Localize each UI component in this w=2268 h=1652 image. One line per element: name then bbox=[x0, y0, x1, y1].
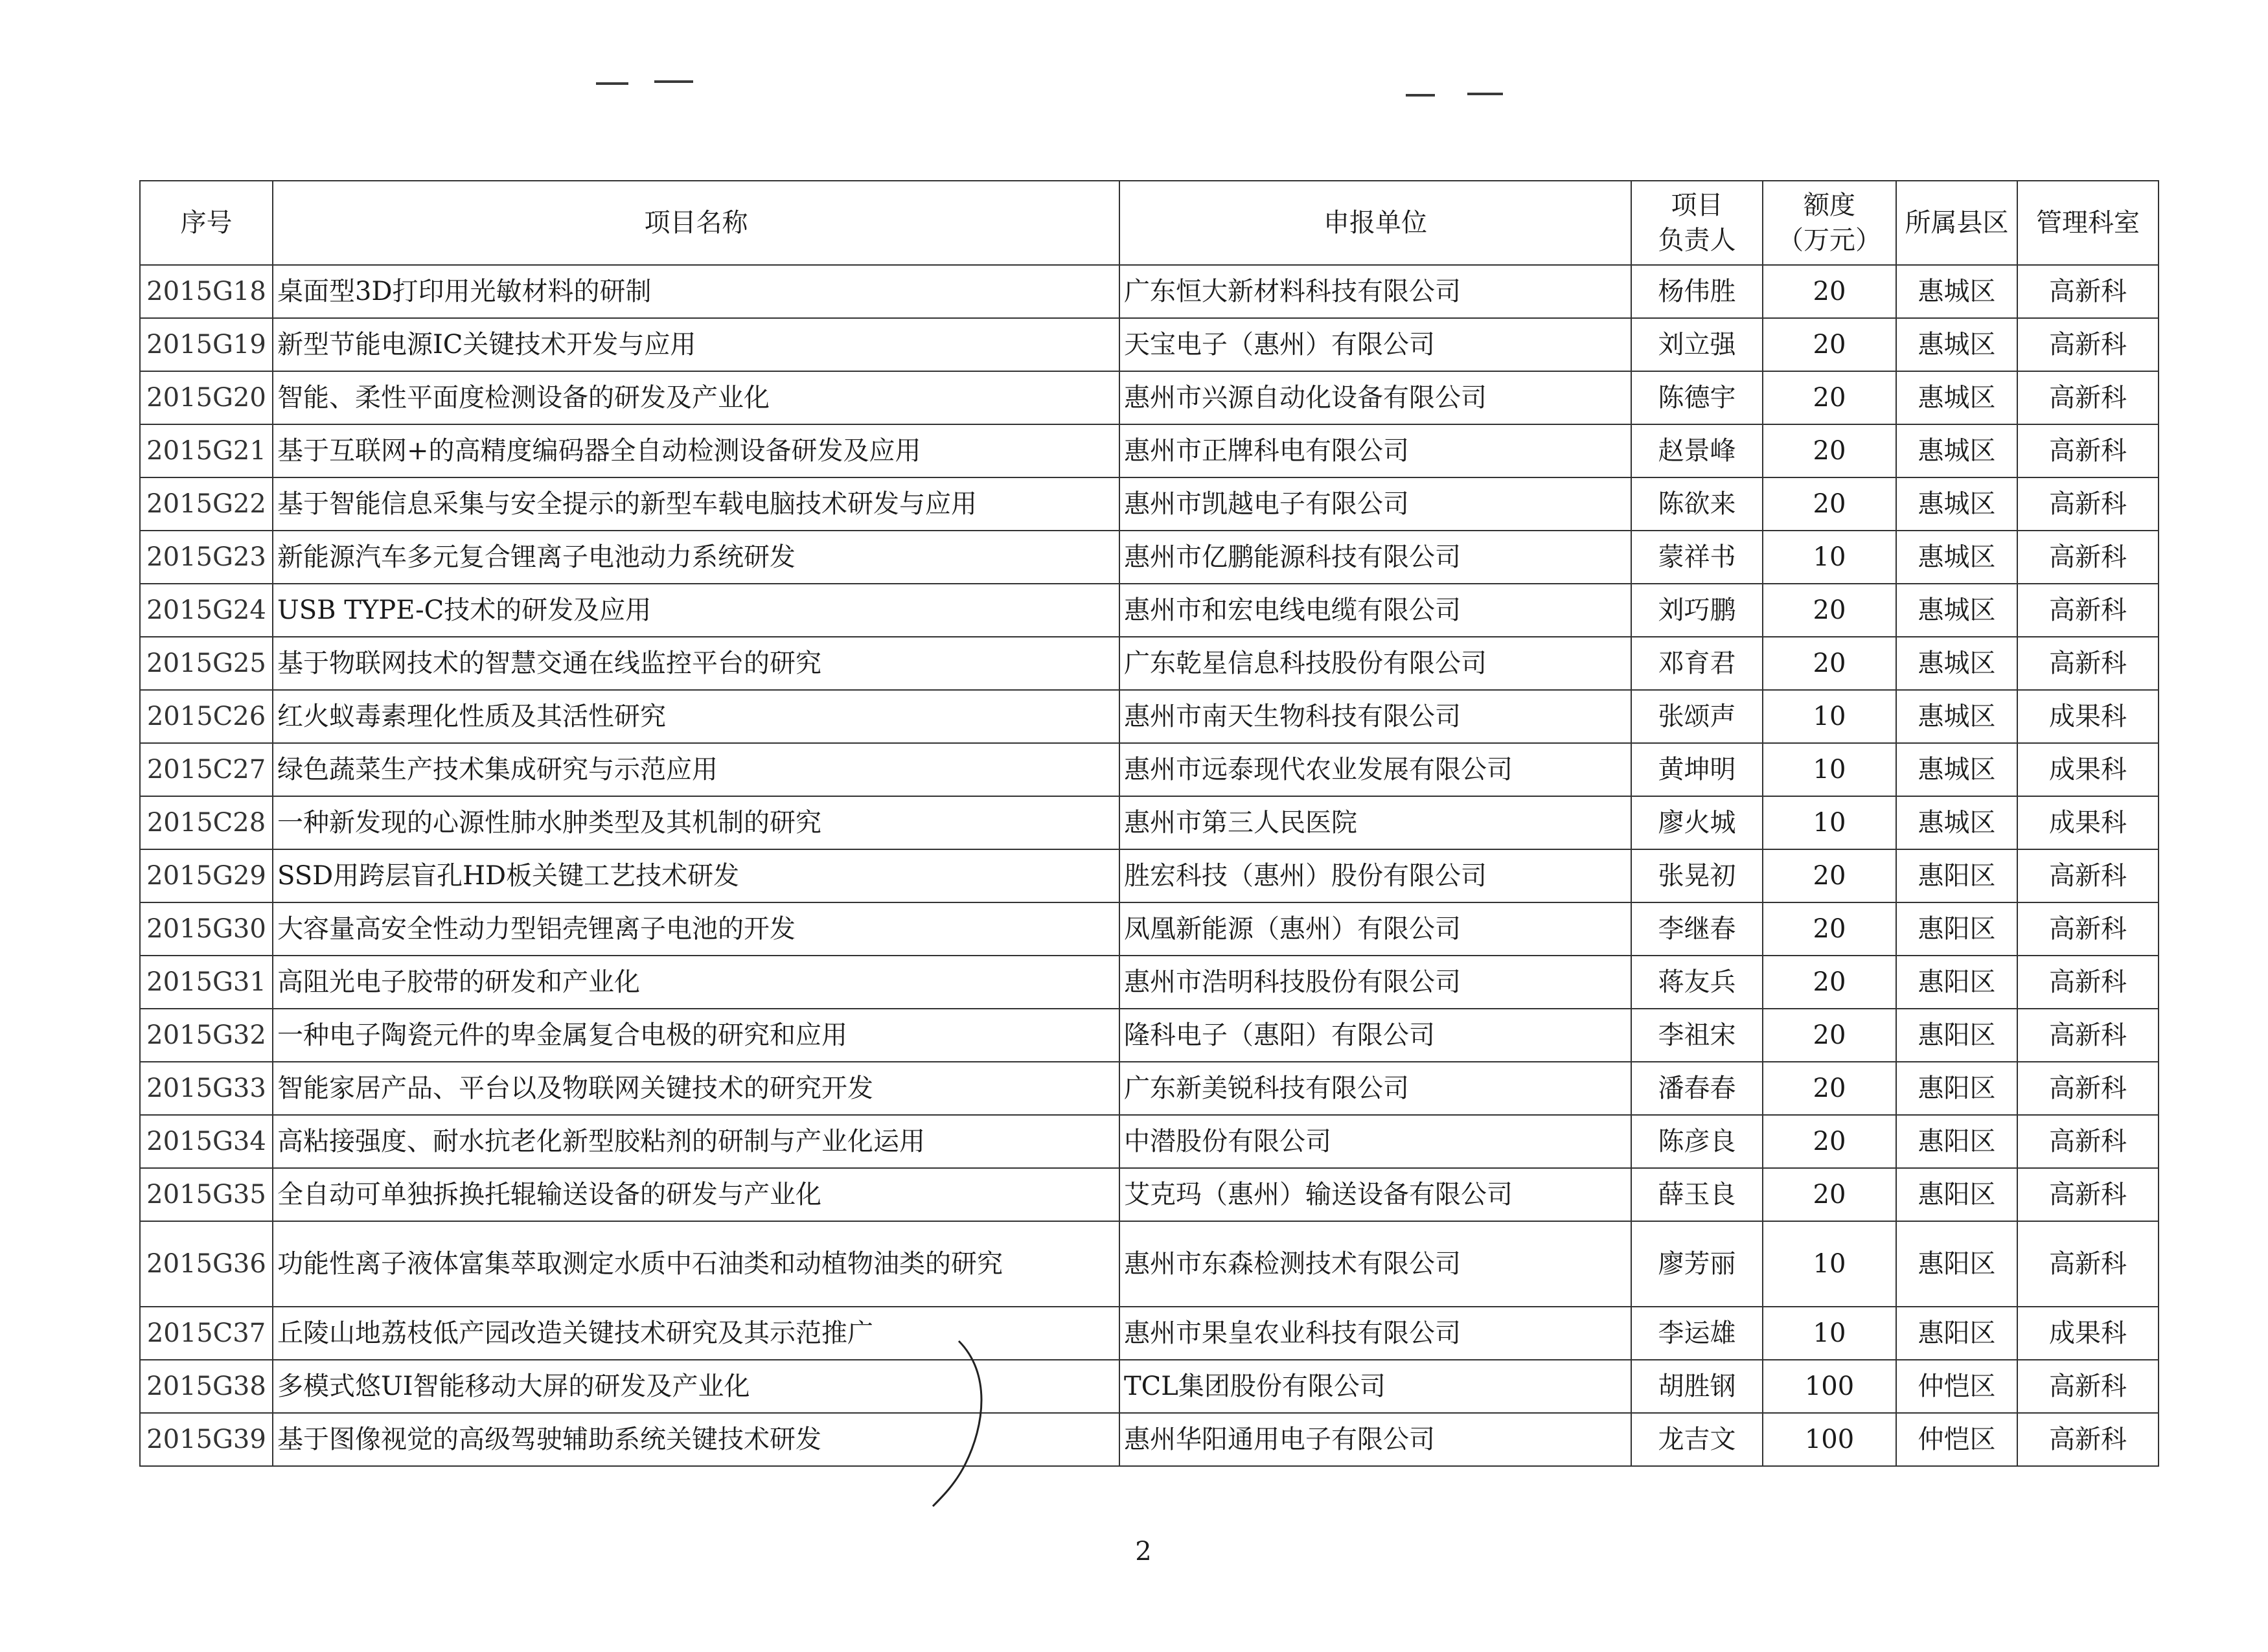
cell-district: 惠城区 bbox=[1896, 265, 2017, 318]
cell-seq: 2015C27 bbox=[140, 743, 273, 796]
cell-amount: 20 bbox=[1763, 371, 1896, 424]
cell-leader: 刘立强 bbox=[1631, 318, 1763, 371]
cell-applicant-unit: 惠州市凯越电子有限公司 bbox=[1119, 477, 1631, 531]
cell-leader: 黄坤明 bbox=[1631, 743, 1763, 796]
header-leader bbox=[1631, 181, 1763, 265]
cell-project-name: 智能、柔性平面度检测设备的研发及产业化 bbox=[273, 371, 1119, 424]
cell-seq: 2015G35 bbox=[140, 1168, 273, 1221]
cell-project-name: 多模式悠UI智能移动大屏的研发及产业化 bbox=[273, 1360, 1119, 1413]
cell-amount: 20 bbox=[1763, 318, 1896, 371]
cell-leader: 蒋友兵 bbox=[1631, 956, 1763, 1009]
cell-amount: 20 bbox=[1763, 424, 1896, 477]
cell-leader: 张晃初 bbox=[1631, 849, 1763, 902]
cell-leader: 潘春春 bbox=[1631, 1062, 1763, 1115]
cell-leader: 张颂声 bbox=[1631, 690, 1763, 743]
cell-project-name: 基于图像视觉的高级驾驶辅助系统关键技术研发 bbox=[273, 1413, 1119, 1466]
cell-project-name: 丘陵山地荔枝低产园改造关键技术研究及其示范推广 bbox=[273, 1307, 1119, 1360]
cell-applicant-unit: 隆科电子（惠阳）有限公司 bbox=[1119, 1009, 1631, 1062]
cell-amount: 20 bbox=[1763, 956, 1896, 1009]
cell-applicant-unit: 凤凰新能源（惠州）有限公司 bbox=[1119, 902, 1631, 956]
cell-seq: 2015G23 bbox=[140, 531, 273, 584]
cell-office: 成果科 bbox=[2017, 796, 2159, 849]
cell-district: 惠城区 bbox=[1896, 477, 2017, 531]
cell-project-name: 高粘接强度、耐水抗老化新型胶粘剂的研制与产业化运用 bbox=[273, 1115, 1119, 1168]
cell-seq: 2015G24 bbox=[140, 584, 273, 637]
cell-applicant-unit: 惠州市东森检测技术有限公司 bbox=[1119, 1221, 1631, 1307]
cell-project-name: 新能源汽车多元复合锂离子电池动力系统研发 bbox=[273, 531, 1119, 584]
cell-leader: 赵景峰 bbox=[1631, 424, 1763, 477]
cell-project-name: 桌面型3D打印用光敏材料的研制 bbox=[273, 265, 1119, 318]
cell-applicant-unit: 惠州市南天生物科技有限公司 bbox=[1119, 690, 1631, 743]
table-row bbox=[140, 371, 2159, 424]
header-leader-line1: 项目 bbox=[1671, 190, 1723, 220]
cell-leader: 陈德宇 bbox=[1631, 371, 1763, 424]
cell-project-name: 智能家居产品、平台以及物联网关键技术的研究开发 bbox=[273, 1062, 1119, 1115]
cell-seq: 2015C26 bbox=[140, 690, 273, 743]
cell-district: 仲恺区 bbox=[1896, 1360, 2017, 1413]
cell-district: 惠阳区 bbox=[1896, 1009, 2017, 1062]
cell-applicant-unit: 胜宏科技（惠州）股份有限公司 bbox=[1119, 849, 1631, 902]
table-row bbox=[140, 531, 2159, 584]
scan-mark bbox=[654, 80, 693, 83]
cell-office: 成果科 bbox=[2017, 690, 2159, 743]
cell-seq: 2015G39 bbox=[140, 1413, 273, 1466]
cell-seq: 2015G18 bbox=[140, 265, 273, 318]
cell-district: 惠城区 bbox=[1896, 796, 2017, 849]
cell-leader: 胡胜钢 bbox=[1631, 1360, 1763, 1413]
table-row bbox=[140, 690, 2159, 743]
cell-office: 高新科 bbox=[2017, 1221, 2159, 1307]
table-row bbox=[140, 849, 2159, 902]
cell-seq: 2015G33 bbox=[140, 1062, 273, 1115]
cell-amount: 20 bbox=[1763, 849, 1896, 902]
cell-project-name: 新型节能电源IC关键技术开发与应用 bbox=[273, 318, 1119, 371]
cell-amount: 20 bbox=[1763, 265, 1896, 318]
cell-district: 惠城区 bbox=[1896, 743, 2017, 796]
cell-project-name: 绿色蔬菜生产技术集成研究与示范应用 bbox=[273, 743, 1119, 796]
cell-seq: 2015G21 bbox=[140, 424, 273, 477]
cell-seq: 2015G32 bbox=[140, 1009, 273, 1062]
table-row bbox=[140, 1360, 2159, 1413]
cell-seq: 2015G38 bbox=[140, 1360, 273, 1413]
cell-applicant-unit: 惠州市正牌科电有限公司 bbox=[1119, 424, 1631, 477]
cell-leader: 廖火城 bbox=[1631, 796, 1763, 849]
cell-applicant-unit: TCL集团股份有限公司 bbox=[1119, 1360, 1631, 1413]
cell-amount: 20 bbox=[1763, 1062, 1896, 1115]
cell-amount: 100 bbox=[1763, 1413, 1896, 1466]
page-number: 2 bbox=[1135, 1537, 1152, 1566]
cell-office: 高新科 bbox=[2017, 902, 2159, 956]
cell-seq: 2015G22 bbox=[140, 477, 273, 531]
cell-project-name: USB TYPE-C技术的研发及应用 bbox=[273, 584, 1119, 637]
cell-office: 高新科 bbox=[2017, 849, 2159, 902]
table-row bbox=[140, 796, 2159, 849]
cell-seq: 2015C37 bbox=[140, 1307, 273, 1360]
cell-district: 仲恺区 bbox=[1896, 1413, 2017, 1466]
cell-applicant-unit: 天宝电子（惠州）有限公司 bbox=[1119, 318, 1631, 371]
table-row bbox=[140, 1168, 2159, 1221]
cell-leader: 陈彦良 bbox=[1631, 1115, 1763, 1168]
cell-project-name: 大容量高安全性动力型铝壳锂离子电池的开发 bbox=[273, 902, 1119, 956]
cell-office: 高新科 bbox=[2017, 1062, 2159, 1115]
cell-office: 高新科 bbox=[2017, 371, 2159, 424]
cell-leader: 蒙祥书 bbox=[1631, 531, 1763, 584]
cell-applicant-unit: 艾克玛（惠州）输送设备有限公司 bbox=[1119, 1168, 1631, 1221]
table-row bbox=[140, 637, 2159, 690]
cell-district: 惠阳区 bbox=[1896, 1168, 2017, 1221]
cell-office: 高新科 bbox=[2017, 531, 2159, 584]
cell-project-name: 高阻光电子胶带的研发和产业化 bbox=[273, 956, 1119, 1009]
cell-seq: 2015G31 bbox=[140, 956, 273, 1009]
cell-project-name: 基于物联网技术的智慧交通在线监控平台的研究 bbox=[273, 637, 1119, 690]
cell-office: 高新科 bbox=[2017, 1115, 2159, 1168]
cell-project-name: 功能性离子液体富集萃取测定水质中石油类和动植物油类的研究 bbox=[273, 1221, 1119, 1307]
cell-leader: 杨伟胜 bbox=[1631, 265, 1763, 318]
cell-seq: 2015G25 bbox=[140, 637, 273, 690]
table-row bbox=[140, 477, 2159, 531]
pen-stroke-mark bbox=[894, 1335, 991, 1516]
cell-applicant-unit: 广东乾星信息科技股份有限公司 bbox=[1119, 637, 1631, 690]
cell-district: 惠城区 bbox=[1896, 318, 2017, 371]
table-row bbox=[140, 1413, 2159, 1466]
cell-leader: 邓育君 bbox=[1631, 637, 1763, 690]
cell-leader: 陈欲来 bbox=[1631, 477, 1763, 531]
cell-seq: 2015G19 bbox=[140, 318, 273, 371]
cell-amount: 10 bbox=[1763, 1307, 1896, 1360]
cell-applicant-unit: 广东新美锐科技有限公司 bbox=[1119, 1062, 1631, 1115]
cell-district: 惠阳区 bbox=[1896, 902, 2017, 956]
cell-amount: 10 bbox=[1763, 531, 1896, 584]
cell-office: 成果科 bbox=[2017, 743, 2159, 796]
cell-office: 高新科 bbox=[2017, 1168, 2159, 1221]
scan-mark bbox=[596, 82, 628, 85]
cell-district: 惠阳区 bbox=[1896, 1221, 2017, 1307]
cell-office: 高新科 bbox=[2017, 1360, 2159, 1413]
header-office: 管理科室 bbox=[2017, 181, 2159, 265]
cell-project-name: 一种新发现的心源性肺水肿类型及其机制的研究 bbox=[273, 796, 1119, 849]
cell-amount: 20 bbox=[1763, 637, 1896, 690]
cell-office: 高新科 bbox=[2017, 318, 2159, 371]
cell-district: 惠阳区 bbox=[1896, 956, 2017, 1009]
cell-amount: 20 bbox=[1763, 1115, 1896, 1168]
cell-office: 高新科 bbox=[2017, 1413, 2159, 1466]
cell-leader: 李继春 bbox=[1631, 902, 1763, 956]
cell-applicant-unit: 惠州市兴源自动化设备有限公司 bbox=[1119, 371, 1631, 424]
table-row bbox=[140, 424, 2159, 477]
cell-applicant-unit: 惠州市第三人民医院 bbox=[1119, 796, 1631, 849]
header-amount-line2: （万元） bbox=[1778, 225, 1881, 255]
cell-applicant-unit: 惠州市果皇农业科技有限公司 bbox=[1119, 1307, 1631, 1360]
scan-mark bbox=[1406, 94, 1435, 97]
cell-district: 惠城区 bbox=[1896, 424, 2017, 477]
scan-mark bbox=[1467, 93, 1503, 95]
cell-seq: 2015G34 bbox=[140, 1115, 273, 1168]
header-amount bbox=[1763, 181, 1896, 265]
table-row bbox=[140, 1115, 2159, 1168]
cell-district: 惠阳区 bbox=[1896, 1115, 2017, 1168]
cell-amount: 10 bbox=[1763, 1221, 1896, 1307]
cell-applicant-unit: 中潜股份有限公司 bbox=[1119, 1115, 1631, 1168]
table-row bbox=[140, 1221, 2159, 1307]
cell-amount: 10 bbox=[1763, 796, 1896, 849]
cell-seq: 2015G20 bbox=[140, 371, 273, 424]
table-row bbox=[140, 902, 2159, 956]
cell-amount: 100 bbox=[1763, 1360, 1896, 1413]
table-row bbox=[140, 265, 2159, 318]
cell-seq: 2015G36 bbox=[140, 1221, 273, 1307]
cell-office: 高新科 bbox=[2017, 637, 2159, 690]
cell-district: 惠城区 bbox=[1896, 690, 2017, 743]
cell-amount: 20 bbox=[1763, 1168, 1896, 1221]
cell-project-name: 全自动可单独拆换托辊输送设备的研发与产业化 bbox=[273, 1168, 1119, 1221]
cell-seq: 2015G29 bbox=[140, 849, 273, 902]
cell-applicant-unit: 惠州市和宏电线电缆有限公司 bbox=[1119, 584, 1631, 637]
cell-leader: 薛玉良 bbox=[1631, 1168, 1763, 1221]
table-row bbox=[140, 1307, 2159, 1360]
cell-office: 高新科 bbox=[2017, 956, 2159, 1009]
cell-applicant-unit: 惠州市亿鹏能源科技有限公司 bbox=[1119, 531, 1631, 584]
cell-amount: 10 bbox=[1763, 743, 1896, 796]
cell-office: 成果科 bbox=[2017, 1307, 2159, 1360]
header-applicant-unit: 申报单位 bbox=[1119, 181, 1631, 265]
table-row bbox=[140, 956, 2159, 1009]
cell-amount: 20 bbox=[1763, 1009, 1896, 1062]
cell-amount: 20 bbox=[1763, 902, 1896, 956]
cell-district: 惠阳区 bbox=[1896, 1307, 2017, 1360]
cell-amount: 10 bbox=[1763, 690, 1896, 743]
cell-leader: 刘巧鹏 bbox=[1631, 584, 1763, 637]
table-row bbox=[140, 1062, 2159, 1115]
header-amount-line1: 额度 bbox=[1804, 190, 1855, 220]
cell-project-name: 一种电子陶瓷元件的卑金属复合电极的研究和应用 bbox=[273, 1009, 1119, 1062]
cell-leader: 龙吉文 bbox=[1631, 1413, 1763, 1466]
cell-project-name: SSD用跨层盲孔HD板关键工艺技术研发 bbox=[273, 849, 1119, 902]
cell-office: 高新科 bbox=[2017, 424, 2159, 477]
cell-seq: 2015C28 bbox=[140, 796, 273, 849]
cell-district: 惠城区 bbox=[1896, 531, 2017, 584]
table-row bbox=[140, 1009, 2159, 1062]
cell-district: 惠城区 bbox=[1896, 371, 2017, 424]
header-project-name: 项目名称 bbox=[273, 181, 1119, 265]
cell-office: 高新科 bbox=[2017, 477, 2159, 531]
cell-amount: 20 bbox=[1763, 477, 1896, 531]
cell-district: 惠阳区 bbox=[1896, 849, 2017, 902]
header-district: 所属县区 bbox=[1896, 181, 2017, 265]
cell-office: 高新科 bbox=[2017, 584, 2159, 637]
cell-district: 惠城区 bbox=[1896, 584, 2017, 637]
cell-district: 惠阳区 bbox=[1896, 1062, 2017, 1115]
cell-applicant-unit: 惠州市远泰现代农业发展有限公司 bbox=[1119, 743, 1631, 796]
cell-applicant-unit: 广东恒大新材料科技有限公司 bbox=[1119, 265, 1631, 318]
cell-project-name: 红火蚁毒素理化性质及其活性研究 bbox=[273, 690, 1119, 743]
header-leader-line2: 负责人 bbox=[1658, 225, 1736, 255]
table-row bbox=[140, 584, 2159, 637]
cell-seq: 2015G30 bbox=[140, 902, 273, 956]
cell-applicant-unit: 惠州华阳通用电子有限公司 bbox=[1119, 1413, 1631, 1466]
cell-office: 高新科 bbox=[2017, 1009, 2159, 1062]
table-row bbox=[140, 743, 2159, 796]
cell-applicant-unit: 惠州市浩明科技股份有限公司 bbox=[1119, 956, 1631, 1009]
cell-project-name: 基于互联网+的高精度编码器全自动检测设备研发及应用 bbox=[273, 424, 1119, 477]
table-row bbox=[140, 318, 2159, 371]
cell-office: 高新科 bbox=[2017, 265, 2159, 318]
cell-amount: 20 bbox=[1763, 584, 1896, 637]
cell-leader: 李运雄 bbox=[1631, 1307, 1763, 1360]
project-list-table bbox=[139, 180, 2159, 1467]
table-header-row bbox=[140, 181, 2159, 265]
cell-project-name: 基于智能信息采集与安全提示的新型车载电脑技术研发与应用 bbox=[273, 477, 1119, 531]
cell-leader: 廖芳丽 bbox=[1631, 1221, 1763, 1307]
cell-leader: 李祖宋 bbox=[1631, 1009, 1763, 1062]
header-seq: 序号 bbox=[140, 181, 273, 265]
cell-district: 惠城区 bbox=[1896, 637, 2017, 690]
